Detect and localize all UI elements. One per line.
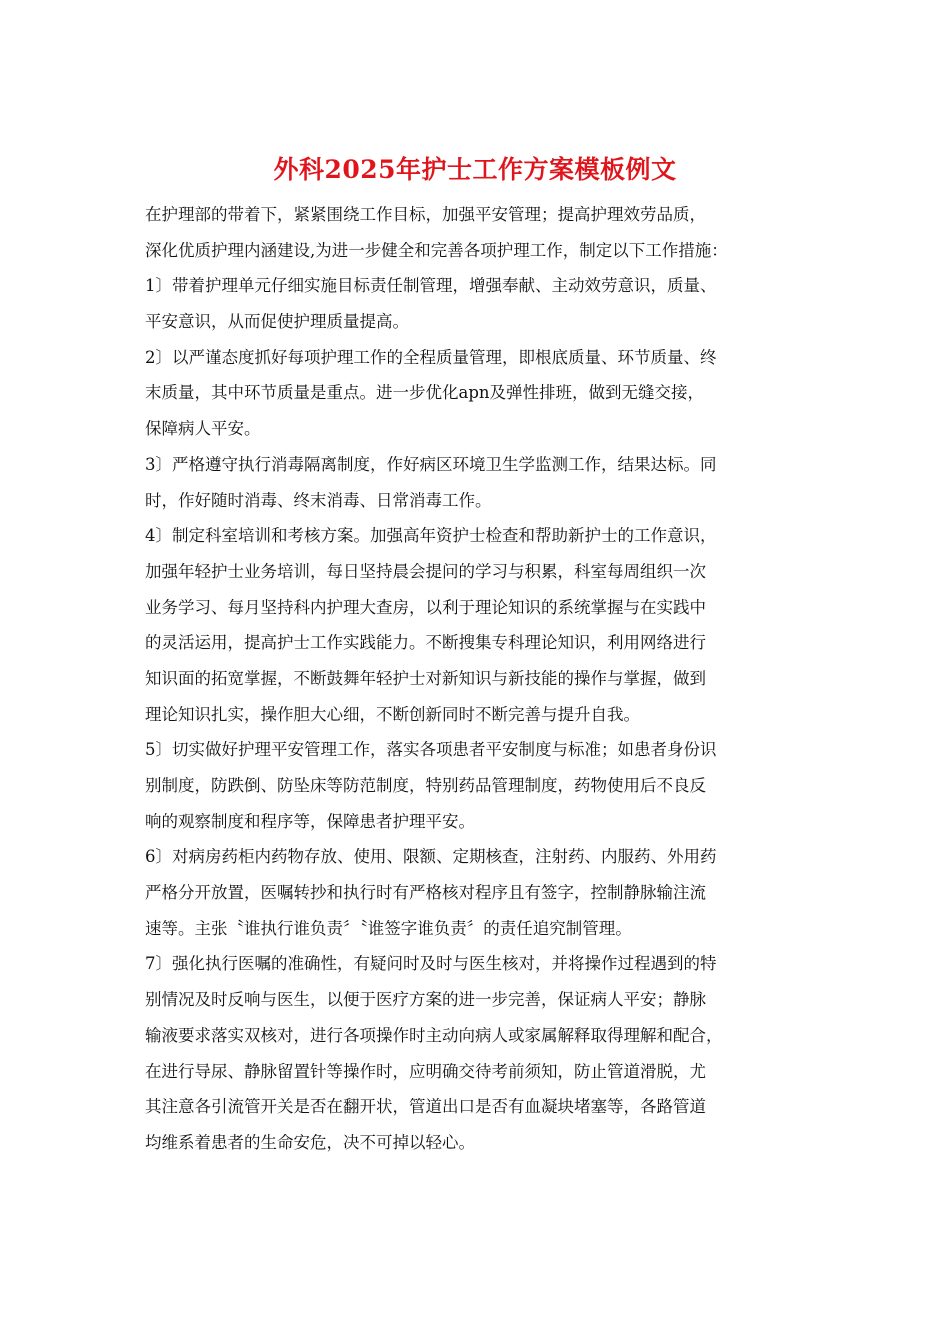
document-title: 外科2025年护士工作方案模板例文 <box>273 155 677 184</box>
body-line: 业务学习、每月坚持科内护理大查房，以利于理论知识的系统掌握与在实践中 <box>145 597 706 617</box>
body-line: 时，作好随时消毒、终末消毒、日常消毒工作。 <box>145 490 492 510</box>
body-line: 别情况及时反响与医生，以便于医疗方案的进一步完善，保证病人平安；静脉 <box>145 990 706 1010</box>
body-line: 3〕严格遵守执行消毒隔离制度，作好病区环境卫生学监测工作，结果达标。同 <box>145 454 717 474</box>
body-line: 在护理部的带着下，紧紧围绕工作目标，加强平安管理；提高护理效劳品质， <box>145 205 706 224</box>
body-line: 均维系着患者的生命安危，决不可掉以轻心。 <box>145 1132 475 1152</box>
body-line: 7〕强化执行医嘱的准确性，有疑问时及时与医生核对，并将操作过程遇到的特 <box>145 954 717 974</box>
body-line: 别制度，防跌倒、防坠床等防范制度，特别药品管理制度，药物使用后不良反 <box>145 776 706 795</box>
body-line: 响的观察制度和程序等，保障患者护理平安。 <box>145 811 475 831</box>
body-line: 末质量，其中环节质量是重点。进一步优化apn及弹性排班，做到无缝交接， <box>145 383 705 403</box>
body-line: 2〕以严谨态度抓好每项护理工作的全程质量管理，即根底质量、环节质量、终 <box>145 347 717 367</box>
body-line: 知识面的拓宽掌握，不断鼓舞年轻护士对新知识与新技能的操作与掌握，做到 <box>145 668 706 688</box>
body-line: 1〕带着护理单元仔细实施目标责任制管理，增强奉献、主动效劳意识，质量、 <box>145 276 717 296</box>
body-line: 其注意各引流管开关是否在翻开状，管道出口是否有血凝块堵塞等，各路管道 <box>145 1097 706 1117</box>
body-line: 深化优质护理内涵建设,为进一步健全和完善各项护理工作，制定以下工作措施： <box>145 240 728 260</box>
body-line: 在进行导尿、静脉留置针等操作时，应明确交待考前须知，防止管道滑脱，尤 <box>145 1061 706 1081</box>
body-line: 速等。主张〝谁执行谁负责〞〝谁签字谁负责〞的责任追究制管理。 <box>145 918 632 938</box>
body-line: 严格分开放置，医嘱转抄和执行时有严格核对程序且有签字，控制静脉输注流 <box>145 883 706 903</box>
body-line: 加强年轻护士业务培训，每日坚持晨会提问的学习与积累，科室每周组织一次 <box>145 561 706 581</box>
body-line: 4〕制定科室培训和考核方案。加强高年资护士检查和帮助新护士的工作意识， <box>145 526 717 546</box>
body-line: 保障病人平安。 <box>145 419 261 439</box>
body-line: 5〕切实做好护理平安管理工作，落实各项患者平安制度与标准；如患者身份识 <box>145 740 717 760</box>
body-line: 平安意识，从而促使护理质量提高。 <box>145 312 409 332</box>
body-line: 6〕对病房药柜内药物存放、使用、限额、定期核查，注射药、内服药、外用药 <box>145 847 717 867</box>
body-line: 理论知识扎实，操作胆大心细，不断创新同时不断完善与提升自我。 <box>145 704 640 724</box>
body-line: 输液要求落实双核对，进行各项操作时主动向病人或家属解释取得理解和配合， <box>145 1025 723 1045</box>
body-line: 的灵活运用，提高护士工作实践能力。不断搜集专科理论知识，利用网络进行 <box>145 633 706 653</box>
document-body <box>145 197 805 1161</box>
